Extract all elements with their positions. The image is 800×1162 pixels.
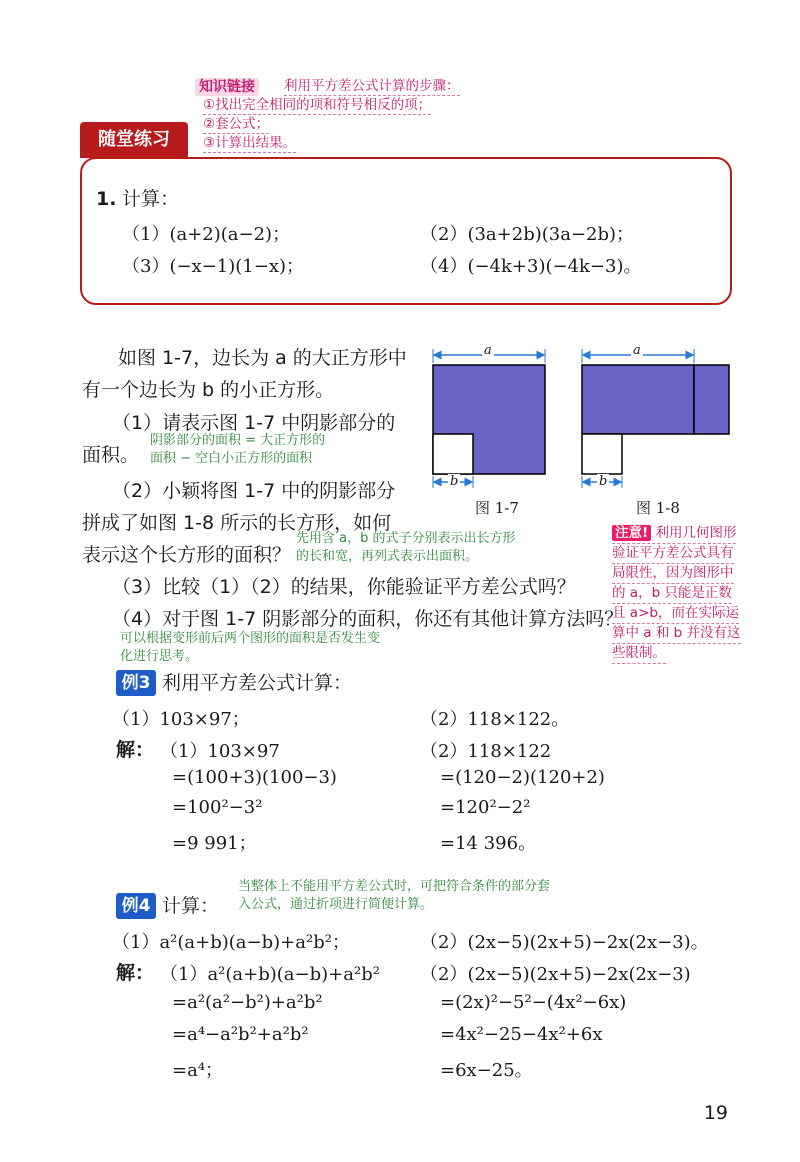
example-4-right-step-3: =4x²−25−4x²+6x — [440, 1024, 603, 1045]
example-3-left-step-1: （1）103×97 — [160, 741, 280, 762]
example-4-problem-2: （2）(2x−5)(2x+5)−2x(2x−3)。 — [420, 932, 709, 953]
warning-text-1: 利用几何图形 — [655, 525, 737, 541]
link-note — [195, 76, 259, 96]
figure-1-7 — [428, 345, 550, 495]
page-number: 19 — [703, 1102, 728, 1124]
figure-1-7-caption: 图 1-7 — [475, 499, 519, 517]
intro-line-1: 如图 1-7，边长为 a 的大正方形中 — [118, 347, 407, 369]
green-note-1-line-2: 面积 − 空白小正方形的面积 — [150, 451, 313, 466]
figure-1-7-label-b: b — [450, 474, 459, 489]
figure-1-8 — [577, 345, 737, 495]
example-4-left-step-2: =a²(a²−b²)+a²b² — [172, 992, 323, 1013]
green-note-1-line-1: 阴影部分的面积 = 大正方形的 — [150, 433, 326, 448]
question-2-line-3: 表示这个长方形的面积？ — [82, 544, 292, 566]
question-2-line-1: （2）小颖将图 1-7 中的阴影部分 — [112, 480, 396, 502]
example-3-badge: 例3 — [116, 670, 156, 696]
example-3-left-step-2: =(100+3)(100−3) — [172, 767, 337, 788]
example-3-right-step-1: （2）118×122 — [420, 741, 552, 762]
example-4-left-step-1: （1）a²(a+b)(a−b)+a²b² — [160, 964, 380, 985]
small-square — [433, 434, 473, 474]
example-3-right-step-4: =14 396。 — [440, 833, 537, 854]
link-note-line-4: ③计算出结果。 — [203, 135, 297, 151]
link-note-tag: 知识链接 — [195, 78, 259, 96]
green-note-4-line-2: 入公式，通过折项进行简便计算。 — [238, 897, 434, 912]
example-3-right-step-2: =(120−2)(120+2) — [440, 767, 605, 788]
practice-item-2: （2）(3a+2b)(3a−2b)； — [420, 224, 635, 245]
example-4-solution-label: 解： — [116, 962, 155, 984]
green-note-3-line-1: 可以根据变形前后两个图形的面积是否发生变 — [120, 631, 381, 646]
example-4-badge: 例4 — [116, 893, 156, 919]
example-3-problem-1: （1）103×97； — [112, 709, 250, 730]
example-4-right-step-4: =6x−25。 — [440, 1060, 533, 1081]
example-3-right-step-3: =120²−2² — [440, 797, 531, 818]
green-note-2-line-2: 的长和宽，再列式表示出面积。 — [296, 549, 479, 564]
example-3-title: 利用平方差公式计算： — [162, 672, 353, 694]
empty-square — [582, 434, 622, 474]
example-3-solution-label: 解： — [116, 739, 155, 761]
example-4-right-step-1: （2）(2x−5)(2x+5)−2x(2x−3) — [420, 964, 691, 985]
warning-tag: 注意! — [612, 525, 651, 541]
figure-1-8-caption: 图 1-8 — [636, 499, 680, 517]
question-1-line-2: 面积。 — [82, 444, 140, 466]
warning-line-6: 算中 a 和 b 并没有这 — [612, 623, 741, 644]
example-4-title: 计算： — [162, 895, 220, 917]
example-3-problem-2: （2）118×122。 — [420, 709, 570, 730]
figure-1-7-label-a: a — [484, 343, 492, 358]
figure-1-8-label-a: a — [633, 343, 641, 358]
warning-line-1 — [612, 523, 736, 544]
rectangle-right — [694, 365, 729, 434]
example-3-left-step-4: =9 991； — [172, 833, 257, 854]
example-4-left-step-3: =a⁴−a²b²+a²b² — [172, 1024, 309, 1045]
green-note-2-line-1: 先用含 a，b 的式子分别表示出长方形 — [296, 531, 516, 546]
warning-line-5: 且 a>b，而在实际运 — [612, 603, 739, 624]
warning-line-4: 的 a，b 只能是正数 — [612, 583, 732, 604]
question-2-line-2: 拼成了如图 1-8 所示的长方形，如何 — [82, 512, 392, 534]
green-note-3-line-2: 化进行思考。 — [120, 649, 199, 664]
practice-number: 1. — [96, 188, 117, 210]
example-3-left-step-3: =100²−3² — [172, 797, 263, 818]
question-4: （4）对于图 1-7 阴影部分的面积，你还有其他计算方法吗？ — [112, 608, 624, 630]
warning-line-7: 些限制。 — [612, 643, 666, 664]
link-note-line-2: ①找出完全相同的项和符号相反的项； — [203, 97, 432, 113]
example-4-problem-1: （1）a²(a+b)(a−b)+a²b²； — [112, 932, 350, 953]
practice-item-4: （4）(−4k+3)(−4k−3)。 — [420, 256, 642, 277]
question-1-line-1: （1）请表示图 1-7 中阴影部分的 — [112, 412, 396, 434]
practice-prompt: 计算： — [122, 188, 180, 210]
warning-line-3: 局限性，因为图形中 — [612, 563, 734, 584]
rectangle-left — [582, 365, 694, 434]
practice-tab: 随堂练习 — [80, 122, 188, 158]
link-note-line-1: 利用平方差公式计算的步骤： — [284, 78, 460, 94]
warning-line-2: 验证平方差公式具有 — [612, 543, 734, 564]
practice-item-3: （3）(−x−1)(1−x)； — [122, 256, 304, 277]
figure-1-8-label-b: b — [599, 474, 608, 489]
intro-line-2: 有一个边长为 b 的小正方形。 — [82, 379, 335, 401]
link-note-line-3: ②套公式； — [203, 116, 270, 132]
example-4-left-step-4: =a⁴； — [172, 1060, 224, 1081]
green-note-4-line-1: 当整体上不能用平方差公式时，可把符合条件的部分套 — [238, 879, 551, 894]
example-4-right-step-2: =(2x)²−5²−(4x²−6x) — [440, 992, 627, 1013]
question-3: （3）比较（1）（2）的结果，你能验证平方差公式吗？ — [112, 576, 576, 598]
practice-item-1: （1）(a+2)(a−2)； — [122, 224, 291, 245]
